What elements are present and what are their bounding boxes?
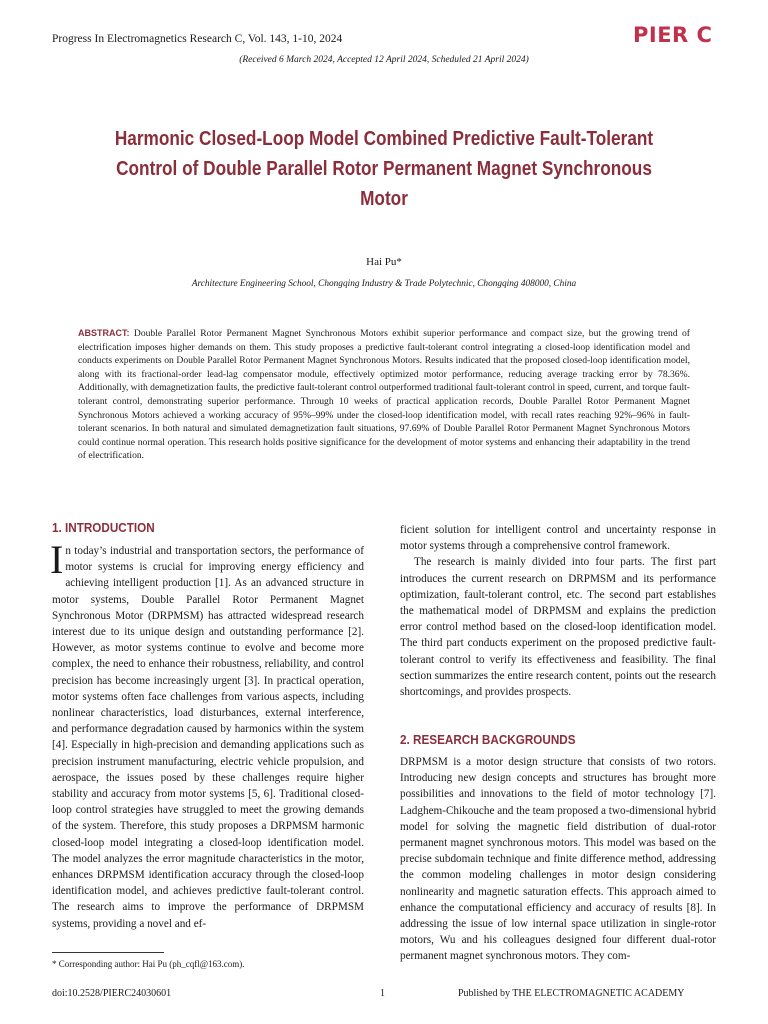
received-dates: (Received 6 March 2024, Accepted 12 April 2024, Scheduled 21 April 2024) (239, 55, 529, 65)
page-number: 1 (380, 988, 385, 999)
abstract-label: ABSTRACT: (78, 328, 130, 338)
drop-cap: I (50, 537, 64, 582)
abstract (78, 327, 690, 463)
author: Hai Pu* (366, 256, 402, 268)
section-heading-introduction: 1. INTRODUCTION (52, 520, 155, 535)
footnote: * Corresponding author: Hai Pu (ph_cqfl@163.com). (52, 959, 245, 969)
introduction-paragraph-1-text: n today’s industrial and transportation sectors, the performance of motor systems is crucial for improving energy efficiency and achieving intelligent production [1]. As an advanced structure in motor systems, Double Parallel Rotor Permanent Magnet Synchronous Motor (DRPMSM) has attracted widespread research interest due to its unique design and outstanding performance [2]. However, as motor systems continue to evolve and become more complex, the need to enhance their robustness, reliability, and control precision has become increasingly urgent [3]. In practical operation, motor systems often face challenges from various aspects, including nonlinear characteristics, load disturbances, external interference, and performance degradation caused by harmonics within the system [4]. Especially in high-precision and demanding applications such as precision instrument manufacturing, electric vehicle propulsion, and aerospace, the issues posed by these challenges require higher stability and accuracy from motor systems [5, 6]. Traditional closed-loop control strategies have struggled to meet the growing demands of the system. Therefore, this study proposes a DRPMSM harmonic closed-loop model integrating a closed-loop identification model. The model analyzes the error magnitude characteristics in the motor, enhances DRPMSM identification accuracy through the closed-loop identification model, and achieves predictive fault-tolerant control. The research aims to improve the performance of DRPMSM systems, providing a novel and ef- (52, 545, 364, 930)
section-heading-research-backgrounds: 2. RESEARCH BACKGROUNDS (400, 732, 576, 747)
introduction-right-column (400, 522, 716, 700)
introduction-paragraph-1 (50, 537, 364, 932)
research-backgrounds-column (400, 754, 716, 965)
publisher: Published by THE ELECTROMAGNETIC ACADEMY (458, 988, 685, 999)
introduction-paragraph-2: The research is mainly divided into four parts. The first part introduces the current research on DRPMSM and its performance optimization, fault-tolerant control, etc. The second part establishes the mathematical model of DRPMSM and explains the prediction error control method based on the closed-loop identification model. The third part conducts experiment on the proposed predictive fault-tolerant control to verify its effectiveness and feasibility. The final section summarizes the entire research content, points out the research shortcomings, and provides prospects. (400, 556, 716, 699)
introduction-left-column (50, 537, 364, 932)
abstract-text: Double Parallel Rotor Permanent Magnet Synchronous Motors exhibit superior performance and compact size, but the growing trend of electrification imposes higher demands on them. This study proposes a predictive fault-tolerant control integrating a closed-loop identification model and conducts experiments on Double Parallel Rotor Permanent Magnet Synchronous Motors. Results indicated that the proposed closed-loop identification model, along with its fractional-order lead-lag compensator module, effectively optimized motor performance, reducing average tracking error by 78.36%. Additionally, with demagnetization faults, the predictive fault-tolerant control outperformed traditional fault-tolerant control in speed, current, and torque fault-tolerant control, demonstrating superior performance. Through 10 weeks of practical application records, Double Parallel Rotor Permanent Magnet Synchronous Motors achieved a working accuracy of 95%–99% under the closed-loop identification model, with recall rates reaching 92%–96% in fault-tolerant scenarios. In both natural and simulated demagnetization fault situations, 97.69% of Double Parallel Rotor Permanent Magnet Synchronous Motors could continue normal operation. This research holds positive significance for the development of motor systems and enhancing their adaptability in the trend of electrification. (78, 328, 690, 462)
affiliation: Architecture Engineering School, Chongqing Industry & Trade Polytechnic, Chongqing 408000, China (191, 279, 577, 289)
paper-title: Harmonic Closed-Loop Model Combined Predictive Fault-Tolerant Control of Double Parallel Rotor Permanent Magnet Synchronous Motor (114, 127, 654, 210)
research-backgrounds-paragraph-1: DRPMSM is a motor design structure that consists of two rotors. Introducing new design concepts and structures has brought more possibilities and innovations to the field of motor technology [7]. Ladghem-Chikouche and the team proposed a two-dimensional hybrid model for solving the magnetic field distribution of dual-rotor permanent magnet synchronous motors. This model was based on the precise subdomain technique and finite difference method, addressing the common modeling challenges in motor design considering nonlinearity and magnetic saturation effects. This approach aimed to enhance the computational efficiency and accuracy of results [8]. In addressing the issue of low internal space utilization in single-rotor motors, Wu and his colleagues designed four different dual-rotor permanent magnet synchronous motors. They com- (400, 756, 716, 963)
introduction-paragraph-1-continued: ficient solution for intelligent control and uncertainty response in motor systems through a comprehensive control framework. (400, 524, 716, 553)
footnote-rule (52, 952, 164, 953)
doi: doi:10.2528/PIERC24030601 (52, 988, 172, 999)
journal-logo: PIER C (633, 23, 713, 47)
journal-citation: Progress In Electromagnetics Research C, Vol. 143, 1-10, 2024 (52, 33, 343, 45)
